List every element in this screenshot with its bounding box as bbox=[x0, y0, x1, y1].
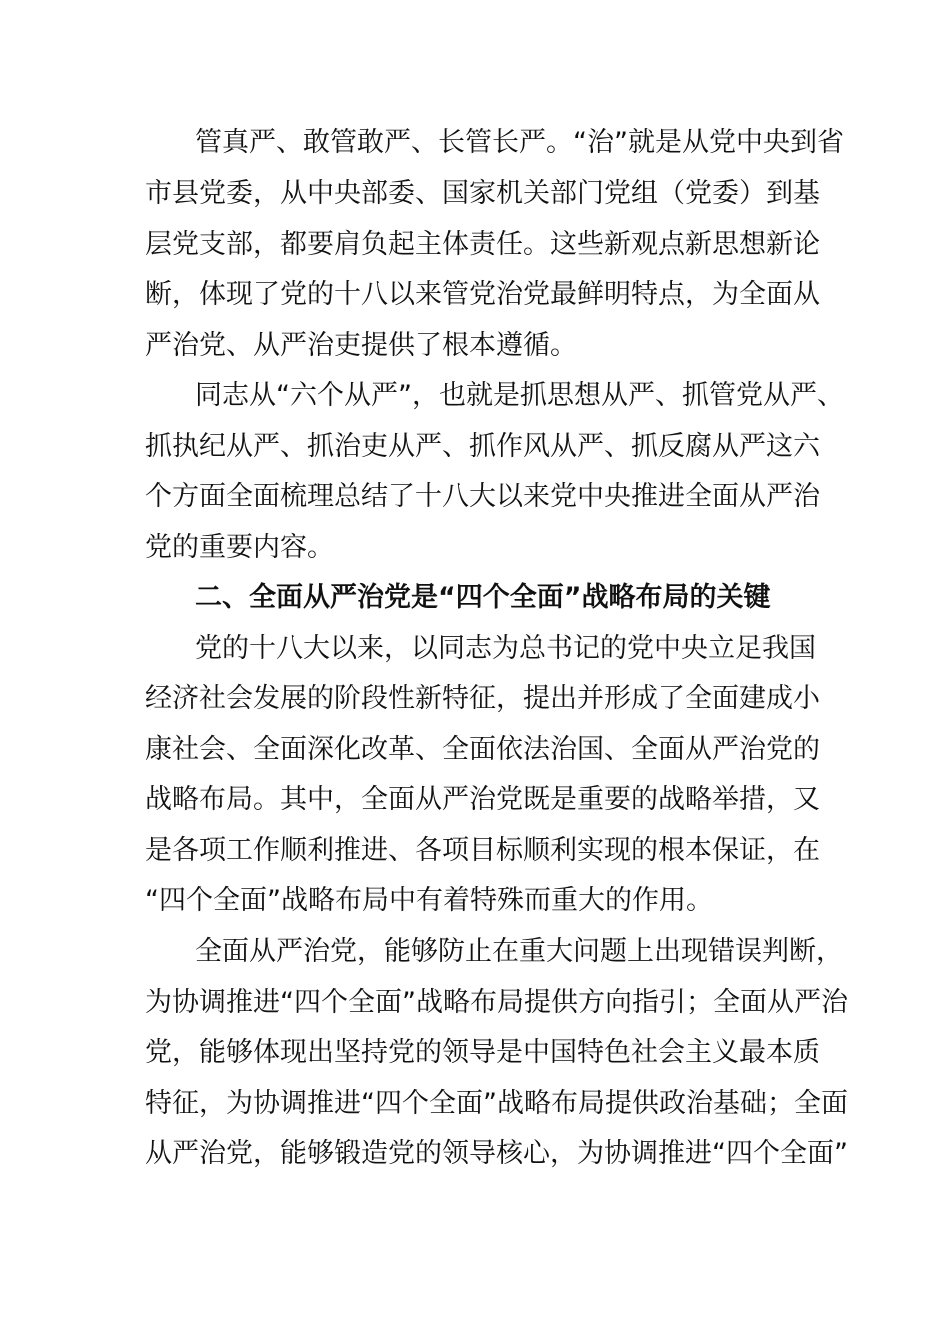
paragraph-line: 党的重要内容。 bbox=[145, 532, 334, 563]
paragraph-line: 抓执纪从严、抓治吏从严、抓作风从严、抓反腐从严这六 bbox=[145, 431, 820, 462]
paragraph-line: 为协调推进“四个全面”战略布局提供方向指引；全面从严治 bbox=[145, 987, 848, 1018]
paragraph-line: 是各项工作顺利推进、各项目标顺利实现的根本保证，在 bbox=[145, 835, 820, 866]
paragraph-line: 管真严、敢管敢严、长管长严。“治”就是从党中央到省 bbox=[195, 127, 844, 158]
paragraph-line: 严治党、从严治吏提供了根本遵循。 bbox=[145, 330, 577, 361]
paragraph-line: 康社会、全面深化改革、全面依法治国、全面从严治党的 bbox=[145, 734, 820, 765]
paragraph-line: 特征，为协调推进“四个全面”战略布局提供政治基础；全面 bbox=[145, 1088, 848, 1119]
paragraph-line: 从严治党，能够锻造党的领导核心，为协调推进“四个全面” bbox=[145, 1138, 848, 1169]
paragraph-line: 个方面全面梳理总结了十八大以来党中央推进全面从严治 bbox=[145, 481, 820, 512]
paragraph-line: 全面从严治党，能够防止在重大问题上出现错误判断， bbox=[195, 936, 843, 967]
paragraph-line: 党，能够体现出坚持党的领导是中国特色社会主义最本质 bbox=[145, 1037, 820, 1068]
paragraph-line: “四个全面”战略布局中有着特殊而重大的作用。 bbox=[145, 885, 713, 916]
paragraph-line: 经济社会发展的阶段性新特征，提出并形成了全面建成小 bbox=[145, 683, 820, 714]
paragraph-line: 断，体现了党的十八以来管党治党最鲜明特点，为全面从 bbox=[145, 279, 820, 310]
paragraph-line: 层党支部，都要肩负起主体责任。这些新观点新思想新论 bbox=[145, 229, 820, 260]
paragraph-line: 市县党委，从中央部委、国家机关部门党组（党委）到基 bbox=[145, 178, 820, 209]
paragraph-line: 党的十八大以来，以同志为总书记的党中央立足我国 bbox=[195, 633, 816, 664]
section-heading: 二、全面从严治党是“四个全面”战略布局的关键 bbox=[195, 582, 771, 613]
paragraph-line: 战略布局。其中，全面从严治党既是重要的战略举措，又 bbox=[145, 784, 820, 815]
paragraph-line: 同志从“六个从严”，也就是抓思想从严、抓管党从严、 bbox=[195, 380, 844, 411]
